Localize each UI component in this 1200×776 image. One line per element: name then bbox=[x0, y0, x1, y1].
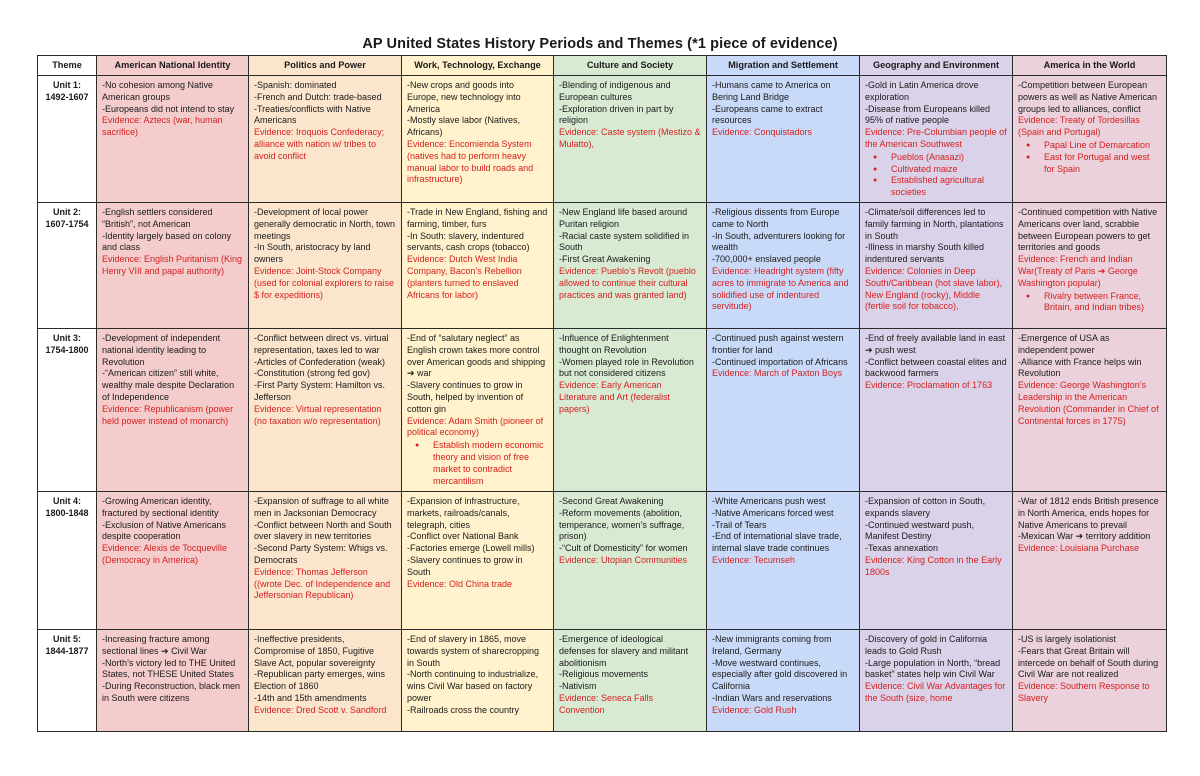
cell-america-world bbox=[1013, 491, 1167, 629]
cell-national-identity bbox=[97, 491, 249, 629]
evidence-text: Evidence: King Cotton in the Early 1800s bbox=[865, 554, 1002, 577]
cell-america-world bbox=[1013, 76, 1167, 203]
evidence-text: Evidence: Proclamation of 1763 bbox=[865, 380, 993, 391]
cell-text-line: -Blending of indigenous and European cultures bbox=[559, 80, 671, 102]
cell-work-technology bbox=[402, 491, 554, 629]
cell-work-technology bbox=[402, 202, 554, 328]
cell-text-line: -White Americans push west bbox=[712, 495, 826, 506]
evidence-text: Evidence: March of Paxton Boys bbox=[712, 368, 843, 379]
cell-national-identity bbox=[97, 76, 249, 203]
evidence-text: Evidence: Dutch West India Company, Bacon’s Rebellion (planters turned to enslaved Africans for labor) bbox=[407, 254, 522, 300]
cell-text-line: -Discovery of gold in California leads to Gold Rush bbox=[865, 633, 988, 656]
cell-text-line: -Expansion of suffrage to all white men in Jacksonian Democracy bbox=[254, 495, 389, 518]
cell-politics-power bbox=[249, 202, 402, 328]
table-row bbox=[38, 629, 1167, 731]
evidence-text: Evidence: Republicanism (power held power instead of monarch) bbox=[102, 403, 234, 426]
cell-text-line: -Humans came to America on Bering Land Bridge bbox=[712, 80, 831, 102]
themes-table bbox=[37, 55, 1167, 732]
cell-culture-society bbox=[554, 629, 707, 731]
cell-work-technology bbox=[402, 328, 554, 491]
cell-work-technology bbox=[402, 76, 554, 203]
cell-text-line: -Disease from Europeans killed 95% of native people bbox=[865, 103, 991, 126]
cell-work-technology bbox=[402, 629, 554, 731]
unit-label: Unit 4: bbox=[53, 495, 81, 506]
cell-text-line: -New immigrants coming from Ireland, Germany bbox=[712, 633, 832, 656]
cell-text-line: -Expansion of infrastructure, markets, railroads/canals, telegraph, cities bbox=[407, 495, 520, 530]
cell-text-line: -End of international slave trade, internal slave trade continues bbox=[712, 531, 842, 554]
header-work-technology: Work, Technology, Exchange bbox=[402, 56, 554, 76]
cell-migration-settlement bbox=[707, 328, 860, 491]
cell-text-line: -Gold in Latin America drove exploration bbox=[865, 80, 979, 102]
evidence-bullet: ● East for Portugal and west for Spain bbox=[1044, 152, 1161, 176]
header-geography-environment: Geography and Environment bbox=[860, 56, 1013, 76]
evidence-text: Evidence: Treaty of Tordesillas (Spain and Portugal) bbox=[1018, 115, 1140, 138]
cell-text-line: -North’s victory led to THE United States, not THESE United States bbox=[102, 657, 236, 680]
cell-text-line: -Large population in North, “bread basket” states help win Civil War bbox=[865, 657, 1001, 680]
cell-text-line: -End of freely available land in east ➔ push west bbox=[865, 332, 1006, 355]
cell-text-line: -Factories emerge (Lowell mills) bbox=[407, 543, 535, 554]
cell-text-line: -Europeans did not intend to stay bbox=[102, 103, 235, 114]
evidence-text: Evidence: French and Indian War(Treaty of Paris ➔ George Washington popular) bbox=[1018, 254, 1138, 288]
cell-text-line: -Racial caste system solidified in South bbox=[559, 230, 690, 253]
evidence-text: Evidence: Iroquois Confederacy; alliance with nation w/ tribes to avoid conflict bbox=[254, 127, 385, 161]
evidence-text: Evidence: Pre-Columbian people of the American Southwest bbox=[865, 127, 1007, 149]
unit-years: 1844-1877 bbox=[45, 645, 89, 656]
evidence-text: Evidence: Adam Smith (pioneer of political economy) bbox=[407, 415, 544, 438]
cell-text-line: -North continuing to industrialize, wins Civil War based on factory power bbox=[407, 669, 539, 703]
cell-migration-settlement bbox=[707, 491, 860, 629]
unit-cell bbox=[38, 491, 97, 629]
cell-text-line: -Religious movements bbox=[559, 669, 649, 680]
cell-text-line: -Constitution (strong fed gov) bbox=[254, 368, 371, 379]
cell-geography-environment bbox=[860, 629, 1013, 731]
cell-culture-society bbox=[554, 76, 707, 203]
table-row bbox=[38, 76, 1167, 203]
evidence-text: Evidence: Southern Response to Slavery bbox=[1018, 681, 1150, 703]
cell-text-line: -Competition between European powers as well as Native American groups led to alliances, conflict bbox=[1018, 80, 1158, 114]
cell-text-line: -Conflict between North and South over slavery in new territories bbox=[254, 519, 392, 542]
cell-geography-environment bbox=[860, 202, 1013, 328]
evidence-bullet-list bbox=[1018, 140, 1161, 175]
cell-text-line: -Treaties/conflicts with Native Americans bbox=[254, 103, 371, 126]
header-national-identity: American National Identity bbox=[97, 56, 249, 76]
cell-america-world bbox=[1013, 328, 1167, 491]
header-row bbox=[38, 56, 1167, 76]
cell-text-line: -Continued push against western frontier for land bbox=[712, 332, 844, 355]
cell-national-identity bbox=[97, 202, 249, 328]
cell-america-world bbox=[1013, 629, 1167, 731]
evidence-text: Evidence: Joint-Stock Company (used for colonial explorers to raise $ for expeditions) bbox=[254, 265, 395, 300]
unit-label: Unit 5: bbox=[53, 633, 81, 644]
evidence-bullet: ● Rivalry between France, Britain, and Indian tribes) bbox=[1044, 291, 1161, 315]
cell-text-line: -Indian Wars and reservations bbox=[712, 692, 832, 703]
evidence-text: Evidence: Tecumseh bbox=[712, 554, 795, 565]
cell-text-line: -French and Dutch: trade-based bbox=[254, 91, 382, 102]
unit-years: 1607-1754 bbox=[45, 218, 89, 229]
cell-text-line: -Second Great Awakening bbox=[559, 495, 664, 506]
cell-text-line: -Mexican War ➔ territory addition bbox=[1018, 531, 1151, 542]
cell-text-line: -Ineffective presidents, Compromise of 1850, Fugitive Slave Act, popular sovereignty bbox=[254, 633, 376, 668]
evidence-text: Evidence: Pueblo’s Revolt (pueblo allowed to continue their cultural practices and was granted land) bbox=[559, 265, 696, 300]
cell-text-line: -English settlers considered “British”, not American bbox=[102, 206, 213, 229]
cell-text-line: -Climate/soil differences led to family farming in North, plantations in South bbox=[865, 206, 1004, 241]
cell-text-line: -Slavery continues to grow in South, helped by invention of cotton gin bbox=[407, 380, 524, 414]
evidence-bullet: ● Pueblos (Anasazi) bbox=[891, 152, 1007, 164]
unit-years: 1800-1848 bbox=[45, 507, 89, 518]
cell-text-line: -Native Americans forced west bbox=[712, 507, 834, 518]
cell-text-line: -14th and 15th amendments bbox=[254, 692, 367, 703]
cell-politics-power bbox=[249, 491, 402, 629]
cell-text-line: -Continued competition with Native Americans over land, scrabble between European powers to get territories and goods bbox=[1018, 206, 1158, 253]
evidence-text: Evidence: Civil War Advantages for the South (size, home bbox=[865, 681, 1006, 703]
evidence-bullet-list bbox=[1018, 291, 1161, 315]
unit-years: 1754-1800 bbox=[45, 344, 89, 355]
cell-text-line: -Women played role in Revolution but not considered citizens bbox=[559, 356, 694, 379]
evidence-text: Evidence: Alexis de Tocqueville (Democracy in America) bbox=[102, 543, 227, 565]
evidence-text: Evidence: Conquistadors bbox=[712, 127, 813, 138]
cell-text-line: -700,000+ enslaved people bbox=[712, 254, 821, 265]
cell-america-world bbox=[1013, 202, 1167, 328]
cell-text-line: -Trade in New England, fishing and farming, timber, furs bbox=[407, 206, 548, 229]
evidence-bullet: ● Establish modern economic theory and vision of free market to contradict mercantilism bbox=[433, 440, 548, 487]
cell-text-line: -Spanish: dominated bbox=[254, 80, 337, 90]
cell-text-line: -Second Party System: Whigs vs. Democrats bbox=[254, 543, 388, 565]
unit-label: Unit 2: bbox=[53, 206, 81, 217]
evidence-text: Evidence: Utopian Communities bbox=[559, 554, 688, 565]
evidence-text: Evidence: Headright system (fifty acres to immigrate to America and solidified use of indentured servitude) bbox=[712, 265, 849, 312]
evidence-text: Evidence: Early American Literature and Art (federalist papers) bbox=[559, 380, 671, 414]
cell-migration-settlement bbox=[707, 76, 860, 203]
cell-text-line: -Texas annexation bbox=[865, 543, 939, 554]
cell-text-line: -Europeans came to extract resources bbox=[712, 103, 823, 126]
cell-text-line: -Conflict between coastal elites and backwood farmers bbox=[865, 356, 1007, 379]
cell-text-line: -“Cult of Domesticity” for women bbox=[559, 543, 688, 554]
cell-text-line: -Alliance with France helps win Revolution bbox=[1018, 356, 1142, 379]
evidence-bullet: ● Cultivated maize bbox=[891, 164, 1007, 176]
cell-politics-power bbox=[249, 629, 402, 731]
table-body bbox=[38, 76, 1167, 732]
cell-text-line: -Religious dissents from Europe came to North bbox=[712, 206, 840, 229]
cell-text-line: -Identity largely based on colony and class bbox=[102, 230, 232, 253]
page-title: AP United States History Periods and Themes (*1 piece of evidence) bbox=[362, 36, 838, 52]
evidence-text: Evidence: Aztecs (war, human sacrifice) bbox=[102, 115, 223, 138]
cell-text-line: -Trail of Tears bbox=[712, 519, 767, 530]
cell-geography-environment bbox=[860, 491, 1013, 629]
cell-text-line: -Slavery continues to grow in South bbox=[407, 554, 523, 577]
cell-text-line: -Republican party emerges, wins Election of 1860 bbox=[254, 669, 386, 692]
cell-text-line: -Illness in marshy South killed indentured servants bbox=[865, 242, 985, 265]
header-migration-settlement: Migration and Settlement bbox=[707, 56, 860, 76]
cell-text-line: -Railroads cross the country bbox=[407, 704, 520, 715]
evidence-bullet: ● Papal Line of Demarcation bbox=[1044, 140, 1161, 152]
cell-text-line: -Exploration driven in part by religion bbox=[559, 103, 674, 126]
evidence-text: Evidence: Thomas Jefferson ((wrote Dec. of Independence and Jeffersonian Republican) bbox=[254, 566, 391, 601]
cell-text-line: -Emergence of USA as independent power bbox=[1018, 332, 1110, 355]
evidence-text: Evidence: Encomienda System (natives had to perform heavy manual labor to build roads and infrastructure) bbox=[407, 138, 534, 185]
unit-cell bbox=[38, 202, 97, 328]
cell-text-line: -Conflict over National Bank bbox=[407, 531, 519, 542]
table-row bbox=[38, 491, 1167, 629]
cell-national-identity bbox=[97, 328, 249, 491]
evidence-text: Evidence: Dred Scott v. Sandford bbox=[254, 704, 387, 715]
header-politics-power: Politics and Power bbox=[249, 56, 402, 76]
cell-text-line: -In South, adventurers looking for wealth bbox=[712, 230, 846, 253]
cell-text-line: -Nativism bbox=[559, 681, 597, 692]
cell-text-line: -US is largely isolationist bbox=[1018, 633, 1117, 644]
header-culture-society: Culture and Society bbox=[554, 56, 707, 76]
cell-geography-environment bbox=[860, 328, 1013, 491]
cell-geography-environment bbox=[860, 76, 1013, 203]
unit-cell bbox=[38, 629, 97, 731]
evidence-bullet-list bbox=[865, 152, 1007, 199]
unit-years: 1492-1607 bbox=[45, 91, 89, 102]
cell-text-line: -Conflict between direct vs. virtual representation, taxes led to war bbox=[254, 332, 389, 355]
cell-national-identity bbox=[97, 629, 249, 731]
evidence-bullet-list bbox=[407, 440, 548, 487]
cell-politics-power bbox=[249, 328, 402, 491]
evidence-text: Evidence: George Washington’s Leadership in the American Revolution (Commander in Chief of Continental forces in 1775) bbox=[1018, 380, 1159, 426]
cell-culture-society bbox=[554, 202, 707, 328]
evidence-text: Evidence: Louisiana Purchase bbox=[1018, 543, 1140, 554]
unit-cell bbox=[38, 76, 97, 203]
cell-text-line: -Increasing fracture among sectional lines ➔ Civil War bbox=[102, 633, 210, 656]
cell-text-line: -Development of local power generally democratic in North, town meetings bbox=[254, 206, 396, 241]
cell-text-line: -Mostly slave labor (Natives, Africans) bbox=[407, 115, 521, 138]
cell-text-line: -End of “salutary neglect” as English crown takes more control over American goods and shipping ➔ war bbox=[407, 332, 546, 379]
cell-text-line: -Emergence of ideological defenses for slavery and militant abolitionism bbox=[559, 633, 689, 668]
cell-text-line: -Continued importation of Africans bbox=[712, 356, 848, 367]
cell-text-line: -Continued westward push, Manifest Destiny bbox=[865, 519, 975, 542]
cell-text-line: -During Reconstruction, black men in South were citizens bbox=[102, 681, 241, 703]
header-america-world: America in the World bbox=[1013, 56, 1167, 76]
evidence-text: Evidence: Gold Rush bbox=[712, 704, 797, 715]
cell-migration-settlement bbox=[707, 629, 860, 731]
evidence-text: Evidence: Caste system (Mestizo & Mulatto), bbox=[559, 127, 701, 149]
cell-text-line: -Articles of Confederation (weak) bbox=[254, 356, 386, 367]
cell-text-line: -“American citizen” still white, wealthy male despite Declaration of Independence bbox=[102, 368, 235, 402]
cell-text-line: -Move westward continues, especially after gold discovered in California bbox=[712, 657, 848, 692]
cell-culture-society bbox=[554, 328, 707, 491]
table-row bbox=[38, 202, 1167, 328]
cell-text-line: -First Great Awakening bbox=[559, 254, 651, 265]
evidence-text: Evidence: Colonies in Deep South/Caribbean (hot slave labor), New England (rocky), Middle (fertile soil for tobacco), bbox=[865, 265, 1003, 312]
cell-text-line: -First Party System: Hamilton vs. Jefferson bbox=[254, 380, 386, 402]
cell-migration-settlement bbox=[707, 202, 860, 328]
evidence-text: Evidence: Virtual representation (no taxation w/o representation) bbox=[254, 403, 382, 426]
header-theme: Theme bbox=[38, 56, 97, 76]
evidence-text: Evidence: Old China trade bbox=[407, 578, 513, 589]
cell-culture-society bbox=[554, 491, 707, 629]
cell-text-line: -Reform movements (abolition, temperance, women’s suffrage, prison) bbox=[559, 507, 685, 542]
evidence-text: Evidence: English Puritanism (King Henry VIII and papal authority) bbox=[102, 254, 243, 276]
cell-text-line: -No cohesion among Native American groups bbox=[102, 80, 214, 102]
cell-politics-power bbox=[249, 76, 402, 203]
cell-text-line: -New crops and goods into Europe, new technology into America bbox=[407, 80, 521, 114]
cell-text-line: -Development of independent national identity leading to Revolution bbox=[102, 332, 221, 367]
cell-text-line: -War of 1812 ends British presence in North America, ends hopes for Native Americans to prevail bbox=[1018, 495, 1159, 530]
unit-cell bbox=[38, 328, 97, 491]
table-row bbox=[38, 328, 1167, 491]
cell-text-line: -Influence of Enlightenment thought on Revolution bbox=[559, 332, 669, 355]
unit-label: Unit 3: bbox=[53, 332, 81, 343]
cell-text-line: -In South, aristocracy by land owners bbox=[254, 242, 371, 265]
cell-text-line: -In South: slavery, indentured servants, cash crops (tobacco) bbox=[407, 230, 530, 253]
cell-text-line: -Growing American identity, fractured by sectional identity bbox=[102, 495, 219, 518]
cell-text-line: -Expansion of cotton in South, expands slavery bbox=[865, 495, 986, 518]
cell-text-line: -End of slavery in 1865, move towards system of sharecropping in South bbox=[407, 633, 540, 668]
unit-label: Unit 1: bbox=[53, 80, 81, 90]
cell-text-line: -Exclusion of Native Americans despite cooperation bbox=[102, 519, 227, 542]
evidence-text: Evidence: Seneca Falls Convention bbox=[559, 692, 654, 715]
cell-text-line: -Fears that Great Britain will intercede on behalf of South during Civil War are not realized bbox=[1018, 645, 1159, 680]
cell-text-line: -New England life based around Puritan religion bbox=[559, 206, 688, 229]
evidence-bullet: ● Established agricultural societies bbox=[891, 175, 1007, 199]
